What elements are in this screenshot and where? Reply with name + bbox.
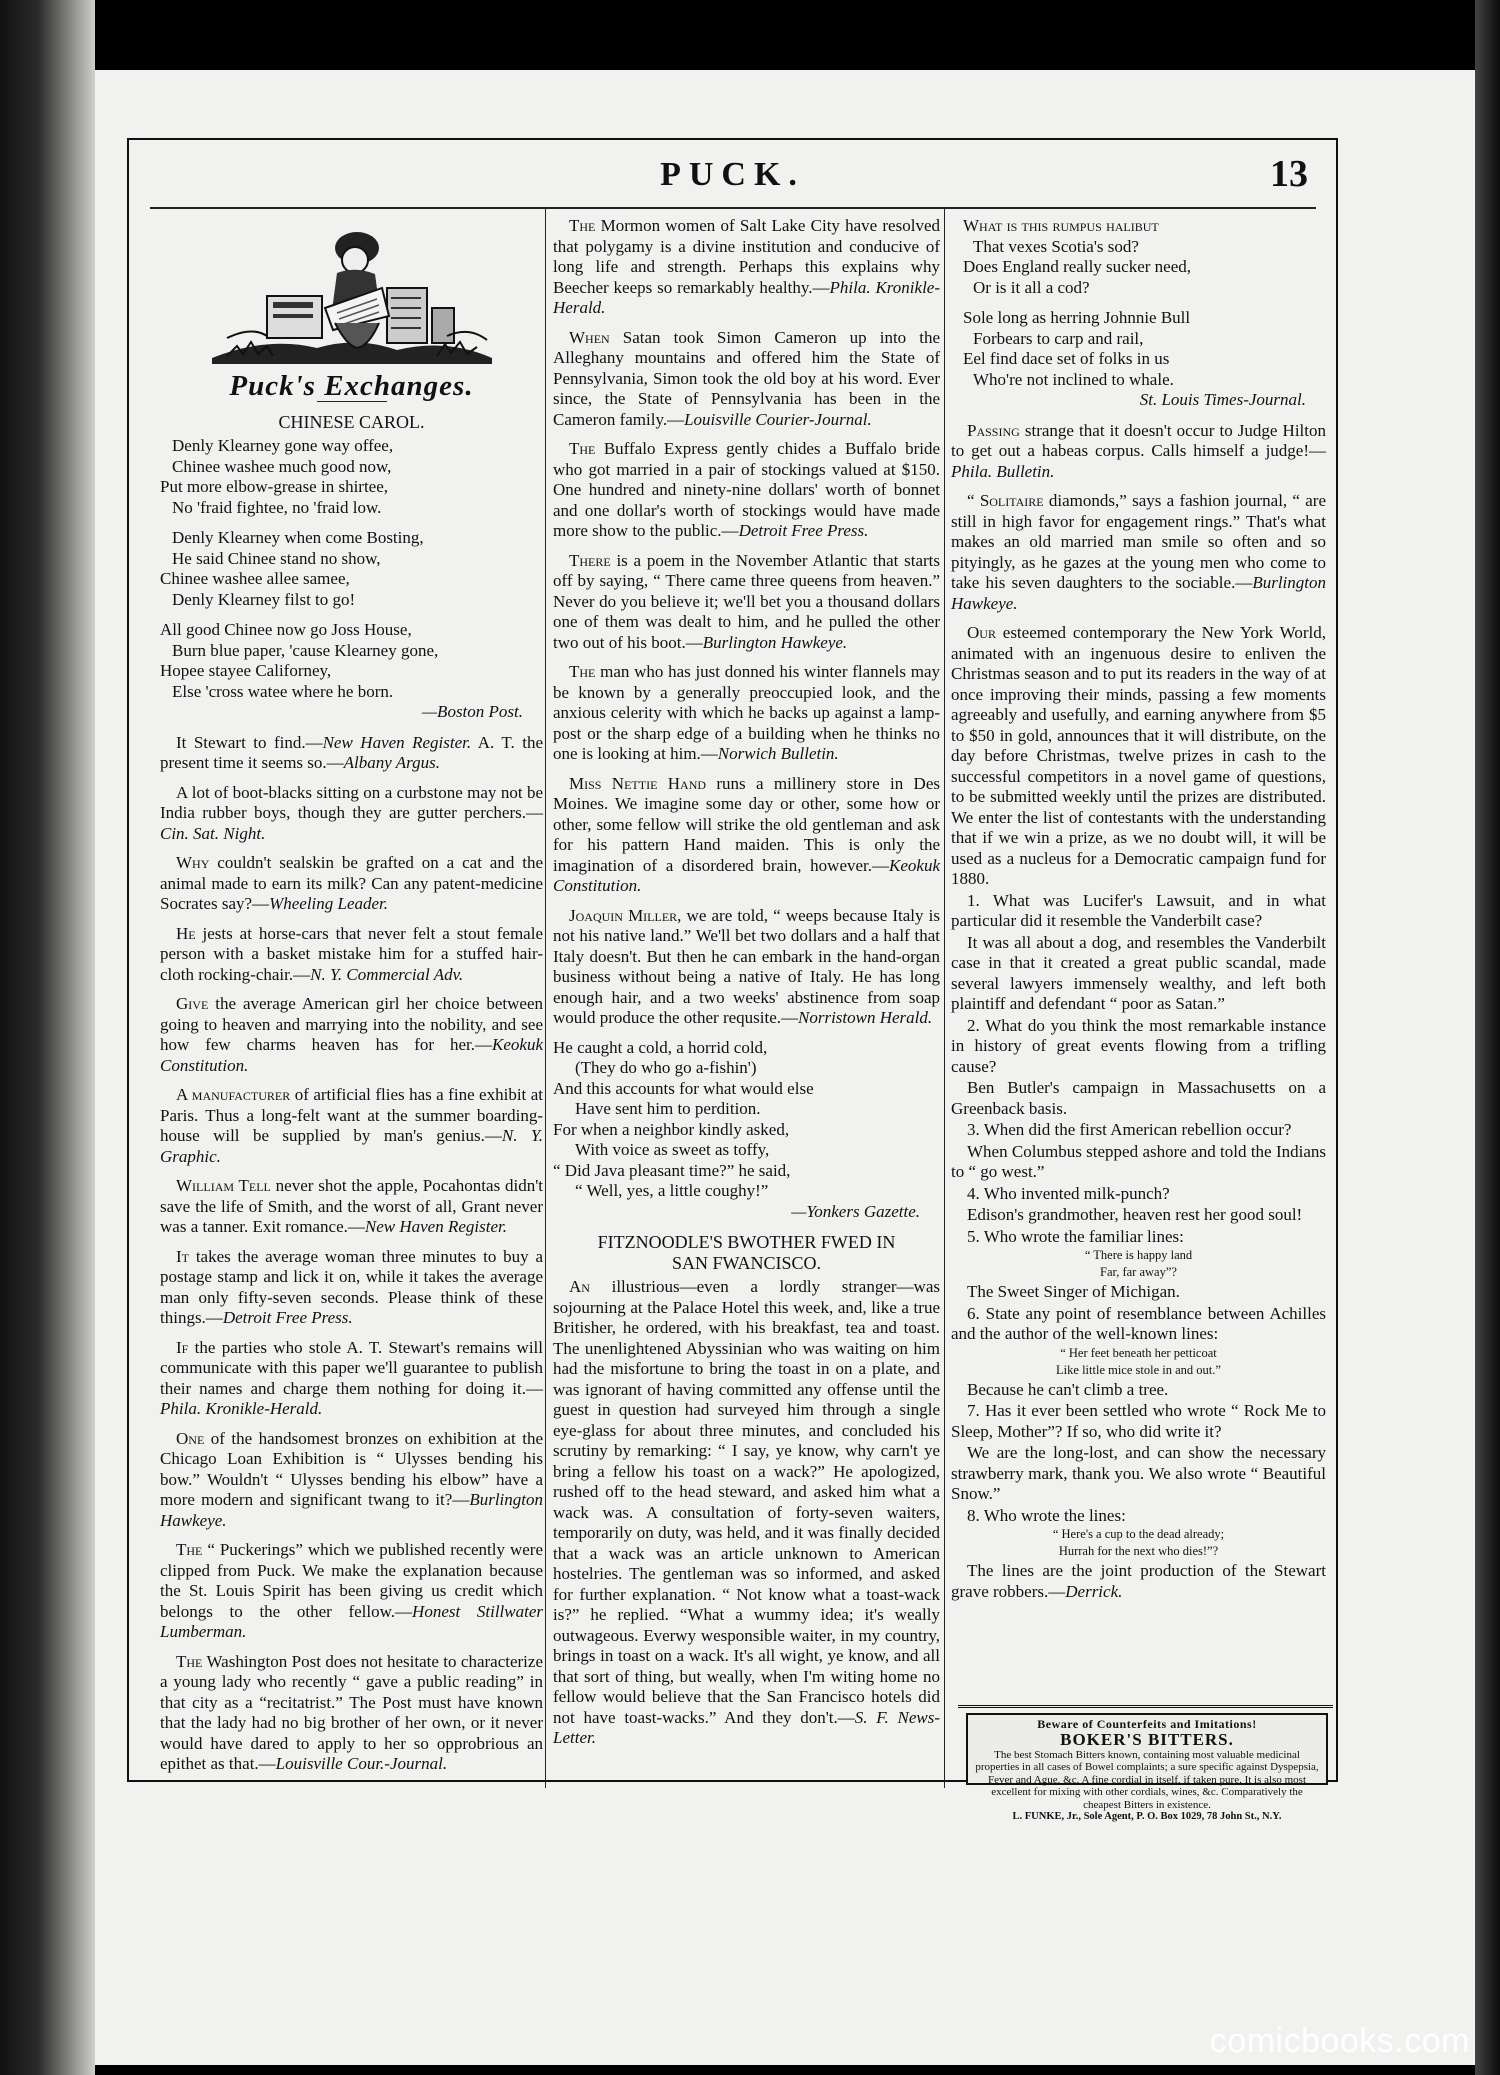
paragraph: The Buffalo Express gently chides a Buffalo bride who got married in a pair of stockings valued at $150. One hundred and ninety-nine dollars' worth of bonnet and one dollar's worth of stockings would have made more show to the public.—Detroit Free Press. — [553, 439, 940, 540]
story-title: FITZNOODLE'S BWOTHER FWED IN SAN FWANCISCO. — [597, 1232, 896, 1273]
ad-warning: Beware of Counterfeits and Imitations! — [1037, 1717, 1257, 1731]
paragraph: William Tell never shot the apple, Pocahontas didn't save the life of Smith, and the worst of all, Grant never was a tanner. Exit romance.—New Haven Register. — [160, 1176, 543, 1236]
quiz-line: 8. Who wrote the lines: — [967, 1505, 1126, 1525]
ad-product-name: BOKER'S BITTERS. — [1060, 1729, 1234, 1749]
column-left — [160, 216, 543, 1784]
paragraph: Our esteemed contemporary the New York World, animated with an ingenuous desire to enliven the Christmas season and to put its readers in the way of at once improving their minds, passing a few moments agreeably and usefully, and earning anywhere from $5 to $50 in gold, announces that it will distribute, on the day before Christmas, twelve prizes in cash to the successful competitors in a novel game of questions, to be submitted weekly until the prizes are distributed. We enter the list of contestants with the understanding that if we win a prize, as we no doubt will, it will be used as a nucleus for a Democratic campaign fund for 1880. — [951, 623, 1326, 888]
chinese-carol-stanza-3: All good Chinee now go Joss House, Burn blue paper, 'cause Klearney gone, Hopee stayee Californey, Else 'cross watee where he born. —Boston Post. — [160, 620, 543, 723]
quiz-line: It was all about a dog, and resembles the Vanderbilt case in that it created a great public scandal, made several lawyers immensely wealthy, and left both plaintiff and defendant “ poor as Satan.” — [951, 932, 1326, 1013]
paragraph: The Mormon women of Salt Lake City have resolved that polygamy is a divine institution and conducive of long life and strength. Perhaps this explains why Beecher keeps so remarkably healthy.—Phila. Kronikle-Herald. — [553, 216, 940, 317]
masthead — [127, 150, 1338, 200]
quiz-line: We are the long-lost, and can show the necessary strawberry mark, thank you. We also wrote “ Beautiful Snow.” — [951, 1443, 1326, 1503]
paragraph: “ Solitaire diamonds,” says a fashion journal, “ are still in high favor for engagement rings.” That's what makes an old married man smile so often and so pityingly, as he gazes at the young men who come to take his seven daughters to the sociable.—Burlington Hawkeye. — [951, 491, 1326, 613]
paragraph: It Stewart to find.—New Haven Register. A. T. the present time it seems so.—Albany Argus. — [160, 732, 543, 772]
paragraph: Miss Nettie Hand runs a millinery store in Des Moines. We imagine some day or other, some how or other, some fellow will strike the old gentleman and ask for his pattern Hand maiden. This is only the imagination of a disordered brain, however.—Keokuk Constitution. — [553, 773, 940, 895]
bokers-bitters-advertisement — [966, 1713, 1328, 1822]
paragraph: If the parties who stole A. T. Stewart's remains will communicate with this paper we'll guarantee to publish their names and charge them nothing for doing it.—Phila. Kronikle-Herald. — [160, 1337, 543, 1418]
quiz-list — [951, 891, 1326, 1603]
paragraph: There is a poem in the November Atlantic that starts off by saying, “ There came three queens from heaven.” Never do you believe it; we'll bet you a thousand dollars one of them was dealt to him, and he pulled the other two out of his boot.—Burlington Hawkeye. — [553, 550, 940, 652]
quoted-line: Like little mice stole in and out.” — [1056, 1362, 1221, 1377]
paragraph: Passing strange that it doesn't occur to Judge Hilton to get out a habeas corpus. Calls himself a judge!—Phila. Bulletin. — [951, 420, 1326, 481]
column-divider — [545, 208, 546, 1788]
advertisement-rule — [958, 1705, 1333, 1708]
halibut-poem-stanza-2: Sole long as herring Johnnie Bull Forbears to carp and rail, Eel find dace set of folks in us Who're not inclined to whale. St. Louis Times-Journal. — [951, 308, 1326, 411]
page-number: 13 — [1270, 153, 1308, 195]
quiz-line: 2. What do you think the most remarkable instance in history of great events flowing from a trifling cause? — [951, 1015, 1326, 1076]
quiz-line: 5. Who wrote the familiar lines: — [967, 1226, 1184, 1246]
paragraph: Joaquin Miller, we are told, “ weeps because Italy is not his native land.” We'll bet two dollars and a half that Italy doesn't. But then he can embark in the hand-organ business without being a native of Italy. He has long enough hair, and a two weeks' abstinence from soap would produce the other requsite.—Norristown Herald. — [553, 905, 940, 1027]
page-edge-shadow — [1475, 0, 1500, 2075]
column-middle — [553, 216, 940, 1758]
paragraph: Give the average American girl her choice between going to heaven and marrying into the nobility, and see how few charms heaven has for her.—Keokuk Constitution. — [160, 994, 543, 1075]
paragraph: Why couldn't sealskin be grafted on a cat and the animal made to earn its milk? Can any patent-medicine Socrates say?—Wheeling Leader. — [160, 853, 543, 913]
paragraph: He jests at horse-cars that never felt a stout female person with a basket mistake him for a stuffed hair-cloth rocking-chair.—N. Y. Commercial Adv. — [160, 923, 543, 984]
story-body: An illustrious—even a lordly stranger—was sojourning at the Palace Hotel this week, and, like a true Britisher, he ordered, with his breakfast, tea and toast. The unenlightened Abyssinian who was waiting on him had the misfortune to bring the toast in on a plate, and was ignorant of having committed any offense until the guest in question had surveyed him through a single eye-glass for about three minutes, and concluded his scrutiny by remarking: “ I say, ye know, why carn't ye bring a fellow his toast on a wack?” He apologized, rushed off to the head steward, and asked him what a wack was. A consultation of forty-seven waiters, temporarily on duty, was held, and it was finally decided that a wack was an article unknown to American hostelries. The gentleman was so informed, and asked for further explanation. “ Not know what a toast-wack is?” he replied. “What a wummy idea; it's weally outwageous. Everwy wesponsible waiter, in my country, brings in toast on a wack. It's all wight, ye know, and all that sort of thing, but weally, when I'm witing home no fellow would believe that the San Francisco hotels did not have toast-wacks.” And they don't.—S. F. News-Letter. — [553, 1277, 940, 1747]
poem-title: CHINESE CAROL. — [278, 411, 425, 432]
column-divider — [944, 208, 945, 1788]
paragraph: The man who has just donned his winter flannels may be known by a generally preoccupied look, and the anxious celerity with which he backs up against a lamp-post or the sharp edge of a building when he thinks no one is looking at him.—Norwich Bulletin. — [553, 662, 940, 763]
quiz-line: 1. What was Lucifer's Lawsuit, and in what particular did it resemble the Vanderbilt case? — [951, 890, 1326, 930]
paragraph: A lot of boot-blacks sitting on a curbstone may not be India rubber boys, though they are gutter perchers.—Cin. Sat. Night. — [160, 782, 543, 843]
jester-reading-illustration — [207, 218, 497, 368]
paragraph: A manufacturer of artificial flies has a fine exhibit at Paris. Thus a long-felt want at the summer boarding-house will be supplied by man's genius.—N. Y. Graphic. — [160, 1085, 544, 1166]
quiz-line: 7. Has it ever been settled who wrote “ Rock Me to Sleep, Mother”? If so, who did write it? — [951, 1401, 1326, 1441]
poem-credit: —Boston Post. — [421, 702, 523, 721]
paragraph: When Satan took Simon Cameron up into the Alleghany mountains and offered him the State of Pennsylvania, Simon took the old boy at his word. Ever since, the State of Pennsylvania has been in the Cameron family.—Louisville Courier-Journal. — [553, 327, 940, 429]
quiz-line: Because he can't climb a tree. — [967, 1379, 1169, 1399]
paragraph: The “ Puckerings” which we published recently were clipped from Puck. We make the explanation because the St. Louis Spirit has been giving us credit which belongs to the other fellow.—Honest Stillwater Lumberman. — [160, 1540, 543, 1641]
quoted-line: Hurrah for the next who dies!”? — [1058, 1544, 1219, 1558]
paragraph: One of the handsomest bronzes on exhibition at the Chicago Loan Exhibition is “ Ulysses bending his bow.” Wouldn't “ Ulysses bending his elbow” have a more modern and significant twang to it?—Burlington Hawkeye. — [160, 1428, 543, 1530]
header-rule — [150, 207, 1316, 209]
quiz-line: Edison's grandmother, heaven rest her good soul! — [967, 1205, 1303, 1224]
quoted-line: “ There is happy land — [1084, 1248, 1193, 1262]
ad-body: The best Stomach Bitters known, containing most valuable medicinal properties in all cases of Bowel complaints; a sure specific against Dyspepsia, Fever and Ague, &c. A fine cordial in itself, if taken pure. It is also most excellent for mixing with other cordials, wines, &c. Comparatively the cheapest Bitters in existence. — [975, 1748, 1319, 1811]
quiz-line: The Sweet Singer of Michigan. — [967, 1282, 1180, 1301]
quoted-line: “ Her feet beneath her petticoat — [1060, 1345, 1217, 1360]
ad-agent: L. FUNKE, Jr., Sole Agent, P. O. Box 1029, 78 John St., N.Y. — [1012, 1811, 1282, 1822]
quiz-line: 6. State any point of resemblance between Achilles and the author of the well-known lines: — [951, 1303, 1326, 1343]
masthead-title: PUCK. — [660, 156, 805, 193]
quoted-line: Far, far away”? — [1100, 1265, 1177, 1279]
quiz-line: Ben Butler's campaign in Massachusetts on a Greenback basis. — [951, 1078, 1326, 1118]
quiz-line: The lines are the joint production of the Stewart grave robbers.—Derrick. — [951, 1561, 1326, 1601]
halibut-poem: What is this rumpus halibut That vexes Scotia's sod? Does England really sucker need, Or is it all a cod? — [963, 216, 1191, 297]
paragraph: The Washington Post does not hesitate to characterize a young lady who recently “ gave a public reading” in that city as a “recitatrist.” The Post must have known that the lady had no big brother of her own, or it never would have dared to apply to her so opprobrious an epithet as that.—Louisville Cour.-Journal. — [160, 1651, 543, 1773]
chinese-carol-stanza-2: Denly Klearney when come Bosting, He said Chinee stand no show, Chinee washee allee samee, Denly Klearney filst to go! — [160, 528, 424, 609]
column-right — [951, 216, 1326, 1603]
watermark: comicbooks.com — [1209, 2022, 1470, 2060]
poem-credit: St. Louis Times-Journal. — [1139, 390, 1306, 409]
quoted-line: “ Here's a cup to the dead already; — [1052, 1527, 1225, 1541]
paragraph: It takes the average woman three minutes to buy a postage stamp and lick it on, while it takes the average man only fifty-seven seconds. Please think of these things.—Detroit Free Press. — [160, 1246, 543, 1327]
poem-credit: —Yonkers Gazette. — [791, 1201, 920, 1221]
quiz-line: When Columbus stepped ashore and told the Indians to “ go west.” — [951, 1141, 1326, 1181]
quiz-line: 4. Who invented milk-punch? — [967, 1183, 1170, 1203]
coughy-poem: He caught a cold, a horrid cold, (They do who go a-fishin') And this accounts for what would else Have sent him to perdition. For when a neighbor kindly asked, With voice as sweet as toffy, “ Did Java pleasant time?” he said, “ Well, yes, a little coughy!” —Yonkers Gazette. — [553, 1038, 940, 1223]
page-binding-shadow — [0, 0, 95, 2075]
section-title: Puck's Exchanges. — [229, 370, 474, 402]
quiz-line: 3. When did the first American rebellion occur? — [967, 1120, 1292, 1139]
chinese-carol-stanza-1: Denly Klearney gone way offee, Chinee washee much good now, Put more elbow-grease in shirtee, No 'fraid fightee, no 'fraid low. — [160, 436, 394, 517]
